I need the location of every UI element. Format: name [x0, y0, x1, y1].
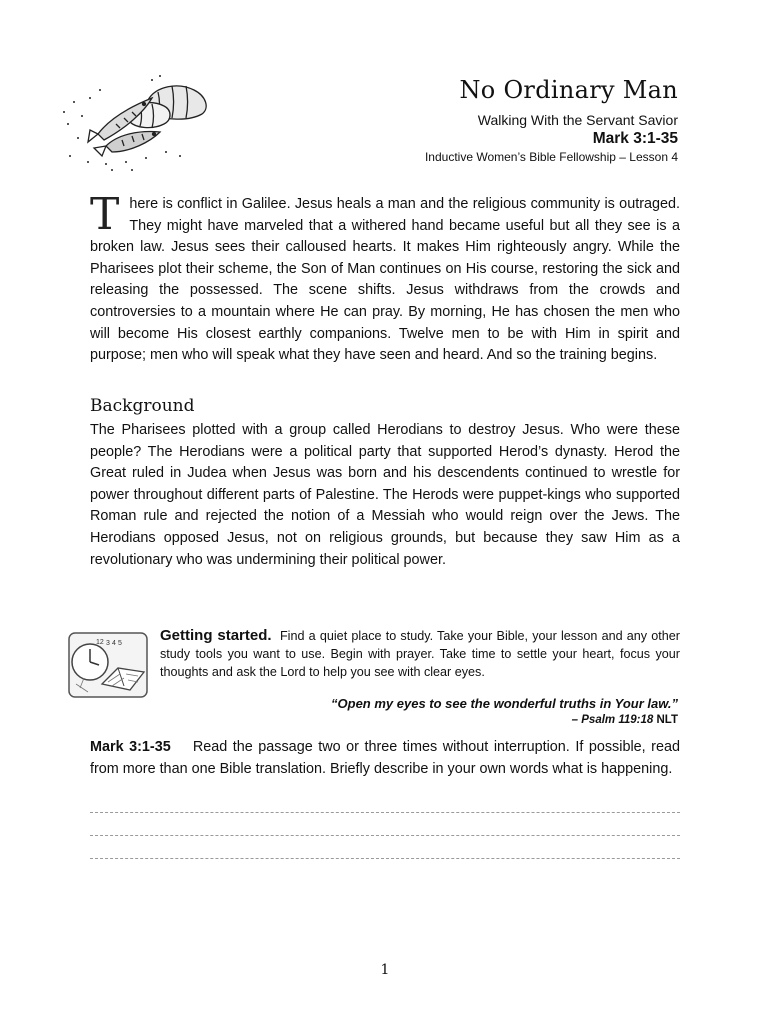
intro-paragraph [90, 189, 680, 367]
clock-numeral: 12 [96, 639, 104, 646]
answer-line[interactable] [90, 812, 680, 813]
answer-line[interactable] [90, 835, 680, 836]
verse-quote: “Open my eyes to see the wonderful truths in Your law.” [331, 696, 678, 711]
answer-line[interactable] [90, 858, 680, 859]
verse-reference: – Psalm 119:18 [571, 714, 654, 726]
lesson-label: Inductive Women’s Bible Fellowship – Lesson 4 [424, 150, 678, 164]
verse-version: NLT [656, 714, 678, 726]
clock-numeral: 4 [112, 640, 116, 647]
background-paragraph: The Pharisees plotted with a group called Herodians to destroy Jesus. Who were these people? The Herodians were a political party that supported Herod’s dynasty. Herod the Great ruled in Judea when Jesus was born and his descendents continued to wrestle for power throughout different parts of Palestine. The Herods were puppet-kings who supported Roman rule and rejected the notion of a Messiah who would reign over the Jews. The Herodians opposed Jesus, not on religious grounds, but because they saw Him as a revolutionary who was undermining their political power. [90, 422, 680, 568]
passage-reference: Mark 3:1-35 [592, 130, 678, 147]
series-subtitle: Walking With the Servant Savior [477, 112, 678, 128]
getting-started-heading: Getting started. [160, 627, 272, 644]
page-number: 1 [380, 962, 390, 978]
getting-started-paragraph [160, 627, 680, 681]
background-heading: Background [90, 396, 195, 416]
reading-label: Mark 3:1-35 [90, 739, 171, 755]
clock-numeral: 5 [118, 640, 122, 647]
clock-numeral: 3 [106, 640, 110, 647]
reading-instructions [90, 737, 680, 780]
loaves-and-fishes-illustration [60, 72, 220, 172]
getting-started-text: Find a quiet place to study. Take your Bible, your lesson and any other study tools you want to use. Begin with prayer. Take time to settle your heart, focus your thoughts and ask the Lord to help you see with clear eyes. [160, 629, 680, 679]
intro-text: here is conflict in Galilee. Jesus heals a man and the religious community is outraged. They might have marveled that a withered hand became useful but all they see is a broken law. Jesus sees their calloused hearts. It makes Him righteously angry. While the Pharisees plot their scheme, the Son of Man continues on His course, restoring the sick and releasing the possessed. The scene shifts. Jesus withdraws from the crowds and controversies to a mountain where He can pray. By morning, He has chosen the men who will become His closest earthly companions. Twelve men to be with Him in spirit and purpose; men who will speak what they have seen and heard. And so the training begins. [90, 196, 680, 364]
lesson-title: No Ordinary Man [459, 76, 678, 104]
clock-and-book-icon [68, 632, 148, 698]
reading-text: Read the passage two or three times without interruption. If possible, read from more than one Bible translation. Briefly describe in your own words what is happening. [90, 739, 680, 777]
verse-citation [572, 714, 678, 726]
drop-cap: T [90, 189, 120, 240]
